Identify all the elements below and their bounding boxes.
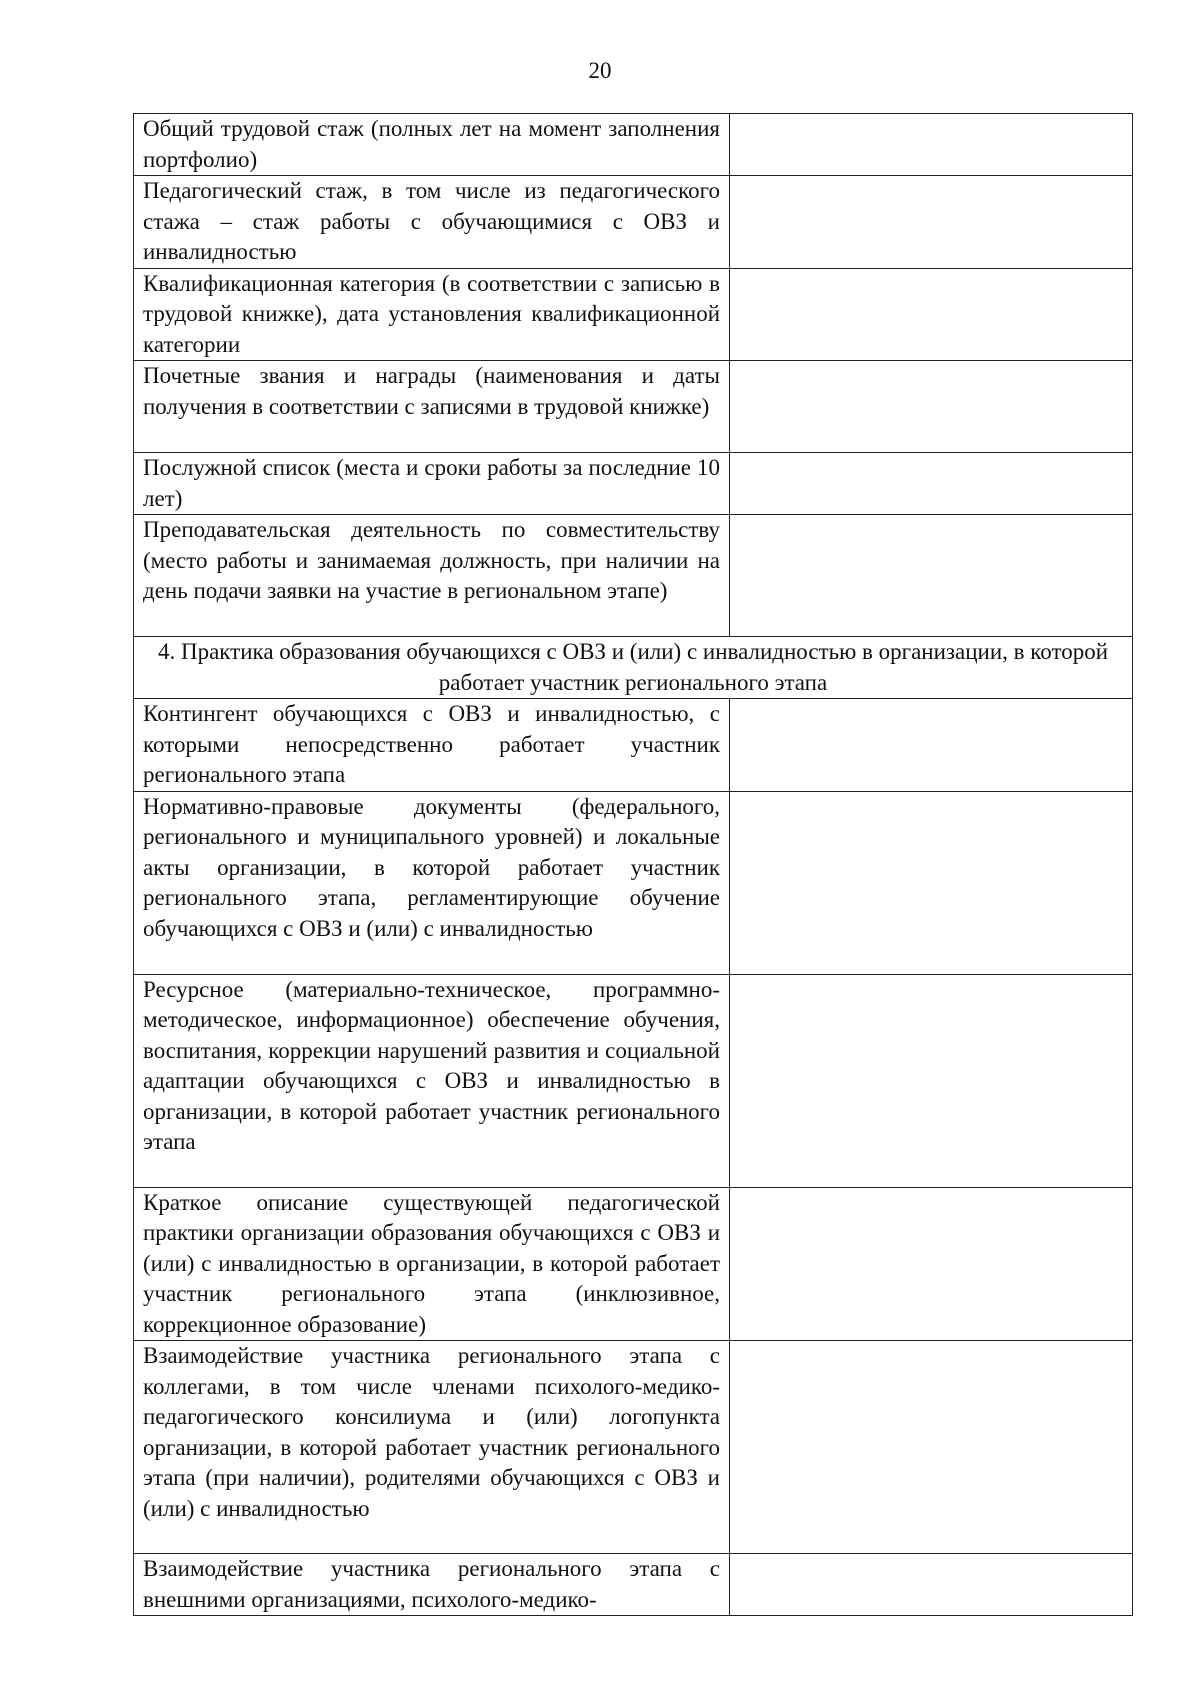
field-label: Почетные звания и награды (наименования и даты получения в соответствии с записями в трудовой книжке): [134, 361, 730, 453]
field-value-cell[interactable]: [730, 791, 1133, 974]
field-label: Нормативно-правовые документы (федерального, регионального и муниципального уровней) и локальные акты организации, в которой работает участник регионального этапа, регламентирующие обучение обучающихся с ОВЗ и (или) с инвалидностью: [134, 791, 730, 974]
field-label: Послужной список (места и сроки работы за последние 10 лет): [134, 453, 730, 515]
field-value-cell[interactable]: [730, 453, 1133, 515]
field-value-cell[interactable]: [730, 974, 1133, 1187]
table-row: [134, 361, 1133, 453]
table-row: [134, 268, 1133, 361]
field-label: Преподавательская деятельность по совместительству (место работы и занимаемая должность, при наличии на день подачи заявки на участие в региональном этапе): [134, 515, 730, 637]
field-label: Взаимодействие участника регионального этапа с коллегами, в том числе членами психолого-медико-педагогического консилиума и (или) логопункта организации, в которой работает участник регионального этапа (при наличии), родителями обучающихся с ОВЗ и (или) с инвалидностью: [134, 1341, 730, 1554]
field-value-cell[interactable]: [730, 176, 1133, 269]
portfolio-form-table: [133, 113, 1133, 1616]
table-row: [134, 114, 1133, 176]
field-label: Контингент обучающихся с ОВЗ и инвалидностью, с которыми непосредственно работает участник регионального этапа: [134, 699, 730, 792]
field-label: Педагогический стаж, в том числе из педагогического стажа – стаж работы с обучающимися с ОВЗ и инвалидностью: [134, 176, 730, 269]
table-row: [134, 699, 1133, 792]
field-label: Взаимодействие участника регионального этапа с внешними организациями, психолого-медико-: [134, 1554, 730, 1616]
field-label: Краткое описание существующей педагогической практики организации образования обучающихся с ОВЗ и (или) с инвалидностью в организации, в которой работает участник регионального этапа (инклюзивное, коррекционное образование): [134, 1187, 730, 1341]
table-row: [134, 1341, 1133, 1554]
table-row: [134, 1187, 1133, 1341]
table-row: [134, 791, 1133, 974]
section-header-row: [134, 637, 1133, 699]
table-row: [134, 176, 1133, 269]
field-value-cell[interactable]: [730, 1554, 1133, 1616]
field-value-cell[interactable]: [730, 114, 1133, 176]
field-value-cell[interactable]: [730, 1341, 1133, 1554]
field-label: Ресурсное (материально-техническое, программно-методическое, информационное) обеспечение обучения, воспитания, коррекции нарушений развития и социальной адаптации обучающихся с ОВЗ и инвалидностью в организации, в которой работает участник регионального этапа: [134, 974, 730, 1187]
table-row: [134, 1554, 1133, 1616]
field-label: Общий трудовой стаж (полных лет на момент заполнения портфолио): [134, 114, 730, 176]
field-label: Квалификационная категория (в соответствии с записью в трудовой книжке), дата установления квалификационной категории: [134, 268, 730, 361]
page-number: 20: [588, 58, 612, 83]
field-value-cell[interactable]: [730, 1187, 1133, 1341]
table-row: [134, 974, 1133, 1187]
section-heading: 4. Практика образования обучающихся с ОВЗ и (или) с инвалидностью в организации, в которой работает участник регионального этапа: [134, 637, 1133, 699]
field-value-cell[interactable]: [730, 699, 1133, 792]
table-row: [134, 453, 1133, 515]
field-value-cell[interactable]: [730, 268, 1133, 361]
field-value-cell[interactable]: [730, 515, 1133, 637]
table-row: [134, 515, 1133, 637]
field-value-cell[interactable]: [730, 361, 1133, 453]
